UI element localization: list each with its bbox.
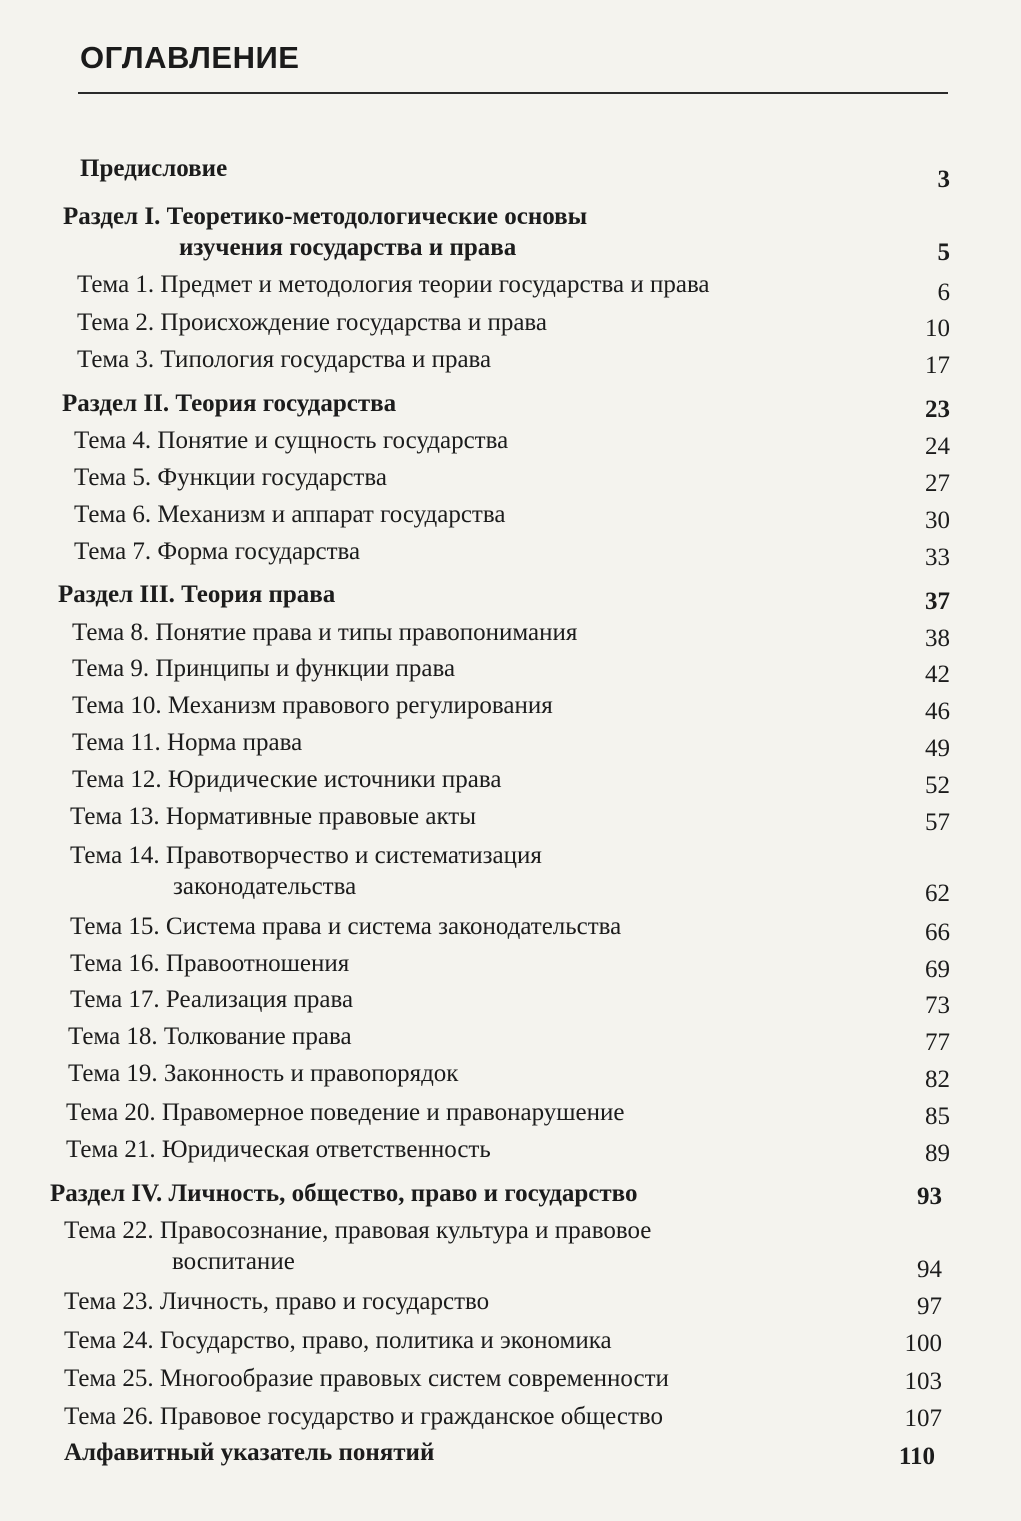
toc-entry-topic-1[interactable]: Тема 1. Предмет и методология теории государства и права [77,271,710,298]
toc-page-topic-11: 49 [925,735,950,762]
toc-entry-topic-18[interactable]: Тема 18. Толкование права [68,1023,352,1050]
toc-entry-topic-22-line1: Тема 22. Правосознание, правовая культура и правовое [64,1217,652,1244]
toc-entry-section-1-line2: изучения государства и права [179,234,517,261]
page-title: ОГЛАВЛЕНИЕ [80,40,300,75]
toc-page-topic-19: 82 [925,1066,950,1093]
toc-entry-topic-15[interactable]: Тема 15. Система права и система законодательства [70,913,622,940]
toc-page-topic-2: 10 [925,315,950,342]
toc-entry-topic-14-line1: Тема 14. Правотворчество и систематизация [70,842,542,869]
toc-page-topic-17: 73 [925,992,950,1019]
toc-page-topic-10: 46 [925,698,950,725]
toc-entry-topic-17[interactable]: Тема 17. Реализация права [70,986,354,1013]
toc-page-topic-1: 6 [937,279,950,306]
toc-page-topic-3: 17 [925,352,950,379]
toc-entry-topic-20[interactable]: Тема 20. Правомерное поведение и правонарушение [66,1099,625,1126]
toc-page-section-2: 23 [925,396,950,423]
toc-page-topic-18: 77 [925,1029,950,1056]
toc-page-topic-21: 89 [925,1140,950,1167]
toc-page-topic-5: 27 [925,470,950,497]
toc-entry-section-2[interactable]: Раздел II. Теория государства [62,390,397,417]
toc-entry-topic-22-line2: воспитание [172,1248,295,1275]
toc-entry-preface[interactable]: Предисловие [80,155,228,182]
toc-page-topic-4: 24 [925,433,950,460]
toc-page-topic-7: 33 [925,544,950,571]
toc-entry-topic-3[interactable]: Тема 3. Типология государства и права [77,346,492,373]
toc-page-topic-24: 100 [904,1330,942,1357]
toc-page-topic-23: 97 [917,1293,942,1320]
toc-entry-topic-14-line2: законодательства [173,873,357,900]
toc-entry-topic-7[interactable]: Тема 7. Форма государства [74,538,361,565]
toc-page-topic-14: 62 [925,880,950,907]
toc-entry-topic-22[interactable] [64,1215,651,1277]
toc-page-section-4: 93 [917,1183,942,1210]
toc-page-topic-8: 38 [925,625,950,652]
toc-entry-topic-10[interactable]: Тема 10. Механизм правового регулирования [72,692,553,719]
toc-entry-topic-14[interactable] [70,840,542,902]
toc-entry-topic-2[interactable]: Тема 2. Происхождение государства и права [77,309,548,336]
toc-entry-section-4[interactable]: Раздел IV. Личность, общество, право и государство [50,1180,638,1207]
toc-entry-topic-12[interactable]: Тема 12. Юридические источники права [72,766,502,793]
toc-entry-topic-4[interactable]: Тема 4. Понятие и сущность государства [74,427,509,454]
toc-page-topic-6: 30 [925,507,950,534]
toc-page-topic-9: 42 [925,661,950,688]
toc-entry-topic-13[interactable]: Тема 13. Нормативные правовые акты [70,803,477,830]
toc-page-index: 110 [898,1443,935,1470]
toc-entry-topic-26[interactable]: Тема 26. Правовое государство и гражданское общество [64,1403,664,1430]
toc-entry-topic-25[interactable]: Тема 25. Многообразие правовых систем современности [64,1365,669,1392]
toc-page-preface: 3 [937,166,950,193]
toc-entry-topic-23[interactable]: Тема 23. Личность, право и государство [64,1288,490,1315]
toc-page-topic-22: 94 [917,1256,942,1283]
toc-entry-topic-21[interactable]: Тема 21. Юридическая ответственность [66,1136,491,1163]
toc-entry-topic-6[interactable]: Тема 6. Механизм и аппарат государства [74,501,506,528]
toc-page-topic-26: 107 [904,1405,942,1432]
toc-page-topic-15: 66 [925,919,950,946]
toc-entry-topic-24[interactable]: Тема 24. Государство, право, политика и экономика [64,1327,612,1354]
toc-page-section-3: 37 [925,588,950,615]
toc-page-topic-25: 103 [904,1368,942,1395]
toc-page-topic-13: 57 [925,809,950,836]
toc-entry-section-3[interactable]: Раздел III. Теория права [58,581,336,608]
toc-entry-section-1[interactable] [63,201,587,263]
toc-page-topic-20: 85 [925,1103,950,1130]
toc-entry-section-1-line1: Раздел I. Теоретико-методологические основы [63,203,588,230]
toc-entry-topic-5[interactable]: Тема 5. Функции государства [74,464,387,491]
toc-entry-topic-8[interactable]: Тема 8. Понятие права и типы правопонимания [72,619,578,646]
toc-entry-topic-16[interactable]: Тема 16. Правоотношения [70,950,350,977]
toc-entry-index[interactable]: Алфавитный указатель понятий [64,1439,435,1466]
toc-entry-topic-19[interactable]: Тема 19. Законность и правопорядок [68,1060,459,1087]
toc-entry-topic-9[interactable]: Тема 9. Принципы и функции права [72,655,456,682]
toc-entry-topic-11[interactable]: Тема 11. Норма права [72,729,303,756]
toc-page-section-1: 5 [937,239,950,266]
toc-page-topic-12: 52 [925,772,950,799]
toc-page-topic-16: 69 [925,956,950,983]
